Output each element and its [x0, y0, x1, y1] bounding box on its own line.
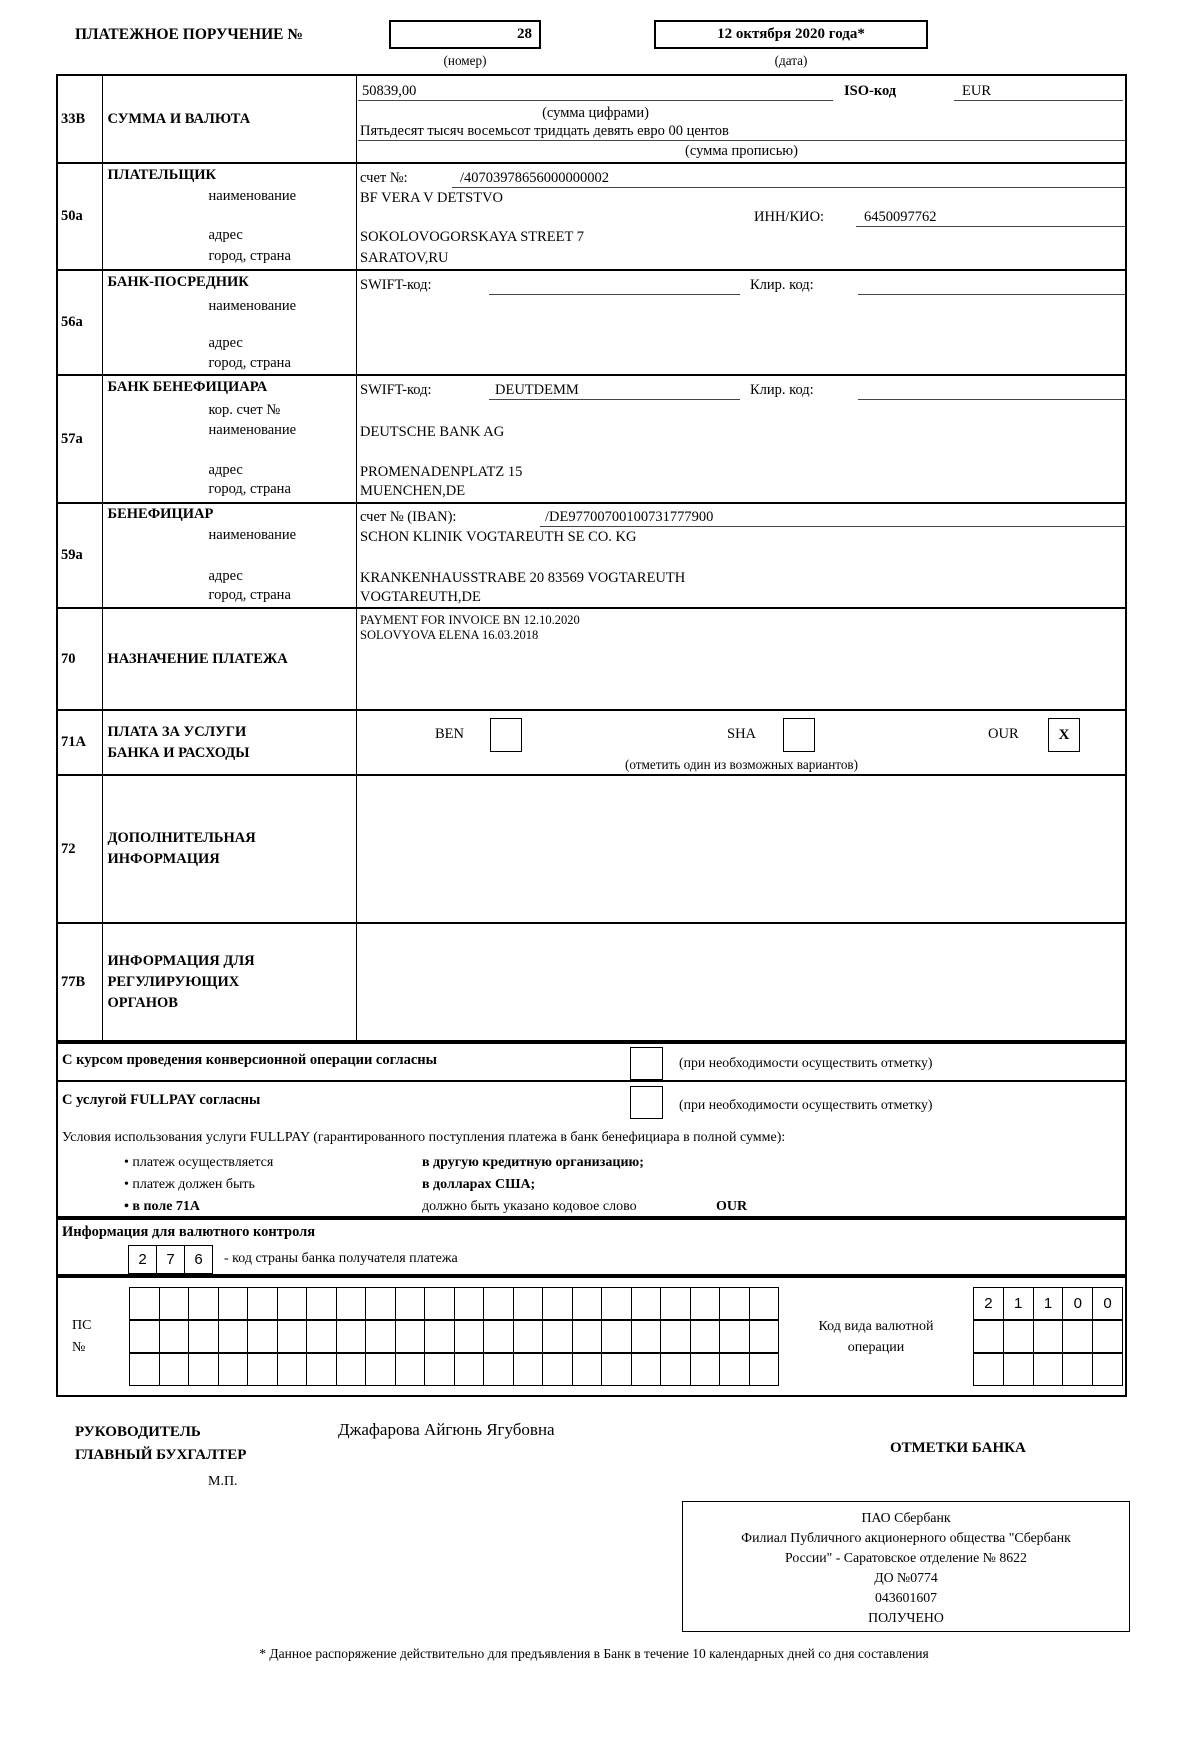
ps-grid-cell[interactable] — [719, 1354, 749, 1385]
ps-grid-cell[interactable] — [631, 1354, 661, 1385]
ps-grid-cell[interactable] — [513, 1321, 543, 1352]
sha-checkbox[interactable] — [783, 718, 815, 752]
ps-grid-cell[interactable] — [749, 1354, 779, 1385]
row-code: 71A — [58, 711, 103, 774]
fullpay-section — [56, 1080, 1127, 1218]
address-sublabel: адрес — [208, 227, 243, 243]
op-code-cell[interactable] — [974, 1321, 1003, 1352]
iso-code-label: ISO-код — [844, 83, 897, 99]
ps-grid-cell[interactable] — [130, 1321, 159, 1352]
ps-grid-cell[interactable] — [424, 1321, 454, 1352]
ps-grid-cell[interactable] — [188, 1321, 218, 1352]
ps-grid-cell[interactable] — [277, 1288, 307, 1319]
city-sublabel: город, страна — [208, 248, 291, 264]
number-caption: (номер) — [443, 53, 487, 68]
additional-info-field[interactable] — [358, 776, 1125, 922]
ps-grid-cell[interactable] — [218, 1288, 248, 1319]
city-sublabel: город, страна — [208, 481, 291, 497]
ps-grid-cell[interactable] — [247, 1288, 277, 1319]
document-title: ПЛАТЕЖНОЕ ПОРУЧЕНИЕ № — [75, 26, 303, 43]
ps-grid-cell[interactable] — [159, 1288, 189, 1319]
country-code-cell[interactable]: 2 — [138, 1251, 147, 1268]
swift-label: SWIFT-код: — [360, 277, 432, 293]
ps-grid-cell[interactable] — [365, 1354, 395, 1385]
op-code-cell[interactable] — [1062, 1354, 1092, 1385]
regulatory-info-field[interactable] — [358, 924, 1125, 1040]
iban-field[interactable]: /DE97700700100731777900 — [540, 507, 1125, 527]
row-amount — [58, 76, 1125, 162]
head-signature-label: РУКОВОДИТЕЛЬ — [75, 1424, 201, 1440]
city-sublabel: город, страна — [208, 355, 291, 371]
our-checkbox[interactable]: X — [1048, 718, 1080, 752]
ps-grid-cell[interactable] — [749, 1288, 779, 1319]
row-code: 56a — [58, 271, 103, 374]
order-number-field[interactable]: 28 — [389, 20, 541, 49]
name-sublabel: наименование — [208, 298, 297, 314]
ben-option-label: BEN — [435, 726, 464, 742]
swift-label: SWIFT-код: — [360, 382, 432, 398]
ps-grid-cell[interactable] — [159, 1354, 189, 1385]
country-code-boxes — [128, 1245, 213, 1274]
ps-number-label: ПС № — [72, 1317, 92, 1355]
amount-digits-caption: (сумма цифрами) — [542, 105, 649, 121]
ps-grid-cell[interactable] — [542, 1321, 572, 1352]
ps-grid-cell[interactable] — [601, 1288, 631, 1319]
clearing-label: Клир. код: — [750, 277, 814, 293]
ps-grid-cell[interactable] — [690, 1354, 720, 1385]
stamp-line: ПОЛУЧЕНО — [868, 1610, 944, 1625]
payer-label: ПЛАТЕЛЬЩИК — [107, 167, 217, 183]
ps-grid-cell[interactable] — [218, 1321, 248, 1352]
address-sublabel: адрес — [208, 568, 243, 584]
op-code-cell[interactable] — [1003, 1354, 1033, 1385]
ps-grid-cell[interactable] — [572, 1288, 602, 1319]
ps-grid-cell[interactable] — [572, 1321, 602, 1352]
ps-grid-cell[interactable] — [365, 1288, 395, 1319]
ps-grid-cell[interactable] — [454, 1354, 484, 1385]
row-code: 77B — [58, 924, 103, 1040]
op-code-cell[interactable] — [1062, 1321, 1092, 1352]
ps-grid-cell[interactable] — [247, 1354, 277, 1385]
ps-grid-cell[interactable] — [188, 1288, 218, 1319]
payer-account-field[interactable]: /40703978656000000002 — [452, 168, 1125, 188]
purpose-line-1: PAYMENT FOR INVOICE BN 12.10.2020 — [360, 613, 580, 627]
date-caption: (дата) — [774, 53, 808, 68]
intermediary-clearing-field[interactable] — [858, 275, 1125, 295]
name-sublabel: наименование — [208, 527, 297, 543]
ps-grid-cell[interactable] — [513, 1288, 543, 1319]
beneficiary-bank-address-value[interactable]: PROMENADENPLATZ 15 — [360, 464, 523, 480]
beneficiary-name-value[interactable]: SCHON KLINIK VOGTAREUTH SE CO. KG — [360, 529, 637, 545]
ps-grid-cell[interactable] — [395, 1321, 425, 1352]
currency-code-field[interactable]: EUR — [954, 81, 1123, 101]
ben-checkbox[interactable] — [490, 718, 522, 752]
ps-grid-section — [56, 1276, 1127, 1397]
intermediary-swift-field[interactable] — [489, 275, 740, 295]
row-regulatory-info — [58, 922, 1125, 1040]
operation-code-label: Код вида валютной операции — [818, 1318, 934, 1355]
op-code-cell[interactable] — [1092, 1321, 1122, 1352]
row-charges — [58, 709, 1125, 774]
payer-address-value[interactable]: SOKOLOVOGORSKAYA STREET 7 — [360, 229, 584, 245]
row-beneficiary — [58, 502, 1125, 607]
beneficiary-bank-name-value[interactable]: DEUTSCHE BANK AG — [360, 424, 505, 440]
iban-label: счет № (IBAN): — [360, 509, 457, 525]
country-code-cell[interactable]: 7 — [156, 1246, 184, 1273]
row-code: 50a — [58, 164, 103, 269]
beneficiary-bank-city-value[interactable]: MUENCHEN,DE — [360, 483, 466, 499]
country-code-cell[interactable]: 6 — [184, 1246, 212, 1273]
payment-order-table — [56, 74, 1127, 1042]
charges-caption: (отметить один из возможных вариантов) — [624, 757, 859, 772]
ps-grid-cell[interactable] — [542, 1354, 572, 1385]
stamp-line: ДО №0774 — [874, 1570, 938, 1585]
row-code: 70 — [58, 609, 103, 709]
op-code-cell[interactable] — [1092, 1354, 1122, 1385]
ps-grid-cell[interactable] — [188, 1354, 218, 1385]
ps-grid-cell[interactable] — [424, 1288, 454, 1319]
purpose-field[interactable] — [358, 609, 1125, 709]
beneficiary-address-value[interactable]: KRANKENHAUSSTRABE 20 83569 VOGTAREUTH — [360, 570, 686, 586]
fullpay-bullet-3: • в поле 71А — [124, 1199, 201, 1214]
payer-name-value[interactable]: BF VERA V DETSTVO — [360, 190, 504, 206]
ps-grid-cell[interactable] — [277, 1354, 307, 1385]
address-sublabel: адрес — [208, 335, 243, 351]
clearing-label: Клир. код: — [750, 382, 814, 398]
fullpay-consent-text: С услугой FULLPAY согласны — [62, 1092, 261, 1108]
ps-grid-cell[interactable] — [159, 1321, 189, 1352]
ps-grid-cell[interactable] — [365, 1321, 395, 1352]
row-intermediary-bank — [58, 269, 1125, 374]
order-date-field[interactable]: 12 октября 2020 года* — [654, 20, 928, 49]
name-sublabel: наименование — [208, 422, 297, 438]
additional-label-line1: ДОПОЛНИТЕЛЬНАЯ — [107, 830, 256, 846]
ps-grid-cell[interactable] — [336, 1288, 366, 1319]
ps-grid-cell[interactable] — [454, 1321, 484, 1352]
fullpay-value-3: должно быть указано кодовое слово — [422, 1199, 637, 1214]
regulatory-label-line3: ОРГАНОВ — [107, 994, 178, 1011]
ps-grid-cell[interactable] — [336, 1354, 366, 1385]
sha-option-label: SHA — [727, 726, 757, 742]
op-code-cell[interactable] — [1003, 1321, 1033, 1352]
ps-grid-cell[interactable] — [660, 1354, 690, 1385]
ps-grid-cell[interactable] — [395, 1288, 425, 1319]
ps-grid-cell[interactable] — [660, 1321, 690, 1352]
conversion-consent-text: С курсом проведения конверсионной операции согласны — [62, 1052, 437, 1068]
op-code-cell[interactable] — [1033, 1321, 1063, 1352]
ps-grid-cell[interactable] — [660, 1288, 690, 1319]
fullpay-value-1: в другую кредитную организацию; — [422, 1155, 644, 1170]
purpose-label: НАЗНАЧЕНИЕ ПЛАТЕЖА — [107, 650, 288, 667]
ps-grid-cell[interactable] — [483, 1288, 513, 1319]
city-sublabel: город, страна — [208, 587, 291, 603]
ps-grid-cell[interactable] — [719, 1321, 749, 1352]
stamp-line: России" - Саратовское отделение № 8622 — [785, 1550, 1027, 1565]
conversion-consent-note: (при необходимости осуществить отметку) — [679, 1055, 933, 1070]
beneficiary-bank-clearing-field[interactable] — [858, 380, 1125, 400]
ps-grid-cell[interactable] — [130, 1354, 159, 1385]
stamp-line: 043601607 — [874, 1590, 938, 1605]
op-code-cell[interactable]: 0 — [1092, 1288, 1122, 1319]
ps-number-grid — [129, 1287, 779, 1386]
charges-label-line1: ПЛАТА ЗА УСЛУГИ — [107, 723, 247, 740]
fullpay-code-word: OUR — [716, 1199, 748, 1214]
ps-grid-cell[interactable] — [306, 1321, 336, 1352]
fullpay-consent-checkbox[interactable] — [630, 1086, 663, 1119]
ps-grid-cell[interactable] — [749, 1321, 779, 1352]
beneficiary-city-value[interactable]: VOGTAREUTH,DE — [360, 589, 481, 605]
op-code-cell[interactable]: 1 — [1033, 1288, 1063, 1319]
address-sublabel: адрес — [208, 462, 243, 478]
stamp-line: ПАО Сбербанк — [861, 1510, 951, 1525]
ps-grid-cell[interactable] — [277, 1321, 307, 1352]
row-additional-info — [58, 774, 1125, 922]
beneficiary-label: БЕНЕФИЦИАР — [107, 506, 214, 522]
ps-grid-cell[interactable] — [395, 1354, 425, 1385]
fullpay-value-2: в долларах США; — [422, 1177, 536, 1192]
ps-grid-cell[interactable] — [247, 1321, 277, 1352]
ps-grid-cell[interactable] — [424, 1354, 454, 1385]
regulatory-label-line2: РЕГУЛИРУЮЩИХ — [107, 973, 240, 990]
ps-grid-cell[interactable] — [454, 1288, 484, 1319]
ps-grid-cell[interactable] — [336, 1321, 366, 1352]
additional-label-line2: ИНФОРМАЦИЯ — [107, 851, 220, 867]
ps-grid-cell[interactable] — [483, 1321, 513, 1352]
row-code: 33B — [58, 76, 103, 162]
signer-name: Джафарова Айгюнь Ягубовна — [338, 1420, 555, 1439]
ps-grid-cell[interactable] — [130, 1288, 159, 1319]
our-option-label: OUR — [988, 726, 1019, 742]
amount-digits-field[interactable]: 50839,00 — [358, 81, 833, 101]
beneficiary-bank-label: БАНК БЕНЕФИЦИАРА — [107, 379, 268, 395]
ps-grid-cell[interactable] — [218, 1354, 248, 1385]
row-code: 72 — [58, 776, 103, 922]
currency-control-title: Информация для валютного контроля — [62, 1224, 316, 1240]
op-code-cell[interactable]: 1 — [1003, 1288, 1033, 1319]
amount-words-field[interactable]: Пятьдесят тысяч восемьсот тридцать девять евро 00 центов — [358, 121, 1125, 141]
payer-account-label: счет №: — [360, 170, 408, 186]
row-code: 57a — [58, 376, 103, 502]
ps-grid-cell[interactable] — [719, 1288, 749, 1319]
ps-grid-cell[interactable] — [306, 1354, 336, 1385]
inn-label: ИНН/КИО: — [754, 209, 825, 225]
ps-grid-cell[interactable] — [601, 1354, 631, 1385]
op-code-cell[interactable]: 2 — [984, 1295, 993, 1312]
name-sublabel: наименование — [208, 188, 297, 204]
fullpay-bullet-1: • платеж осуществляется — [124, 1155, 274, 1170]
stamp-line: Филиал Публичного акционерного общества "Сбербанк — [741, 1530, 1071, 1545]
currency-control-section — [56, 1218, 1127, 1276]
beneficiary-bank-swift-field[interactable]: DEUTDEMM — [489, 380, 740, 400]
ps-grid-cell[interactable] — [572, 1354, 602, 1385]
intermediary-label: БАНК-ПОСРЕДНИК — [107, 274, 249, 290]
ps-grid-cell[interactable] — [542, 1288, 572, 1319]
amount-words-caption: (сумма прописью) — [685, 143, 798, 159]
ps-grid-cell[interactable] — [631, 1288, 661, 1319]
row-code: 59a — [58, 504, 103, 607]
bank-marks-label: ОТМЕТКИ БАНКА — [890, 1440, 1026, 1456]
ps-grid-cell[interactable] — [483, 1354, 513, 1385]
country-code-caption: - код страны банка получателя платежа — [224, 1251, 458, 1266]
ps-grid-cell[interactable] — [690, 1321, 720, 1352]
payer-city-value[interactable]: SARATOV,RU — [360, 250, 449, 266]
inn-field[interactable]: 6450097762 — [856, 207, 1125, 227]
charges-label-line2: БАНКА И РАСХОДЫ — [107, 744, 250, 761]
corr-account-sublabel: кор. счет № — [208, 402, 281, 418]
op-code-cell[interactable]: 0 — [1062, 1288, 1092, 1319]
fullpay-consent-note: (при необходимости осуществить отметку) — [679, 1097, 933, 1112]
regulatory-label-line1: ИНФОРМАЦИЯ ДЛЯ — [107, 952, 255, 969]
fullpay-bullet-2: • платеж должен быть — [124, 1177, 255, 1192]
ps-grid-cell[interactable] — [601, 1321, 631, 1352]
ps-grid-cell[interactable] — [690, 1288, 720, 1319]
op-code-cell[interactable] — [1033, 1354, 1063, 1385]
purpose-line-2: SOLOVYOVA ELENA 16.03.2018 — [360, 628, 539, 642]
chief-accountant-label: ГЛАВНЫЙ БУХГАЛТЕР — [75, 1447, 247, 1463]
row-beneficiary-bank — [58, 374, 1125, 502]
bank-stamp-box — [682, 1501, 1130, 1632]
row-label: СУММА И ВАЛЮТА — [107, 110, 251, 127]
op-code-cell[interactable] — [974, 1354, 1003, 1385]
conversion-consent-checkbox[interactable] — [630, 1047, 663, 1080]
fullpay-conditions-title: Условия использования услуги FULLPAY (гарантированного поступления платежа в банк бенефициара в полной сумме): — [62, 1130, 786, 1145]
ps-grid-cell[interactable] — [513, 1354, 543, 1385]
operation-code-grid — [973, 1287, 1123, 1386]
ps-grid-cell[interactable] — [306, 1288, 336, 1319]
row-payer — [58, 162, 1125, 269]
ps-grid-cell[interactable] — [631, 1321, 661, 1352]
stamp-place-label: М.П. — [208, 1474, 238, 1489]
conversion-consent-section — [56, 1042, 1127, 1082]
row-payment-purpose — [58, 607, 1125, 709]
validity-footnote: * Данное распоряжение действительно для предъявления в Банк в течение 10 календарных дней со дня составления — [259, 1646, 929, 1661]
